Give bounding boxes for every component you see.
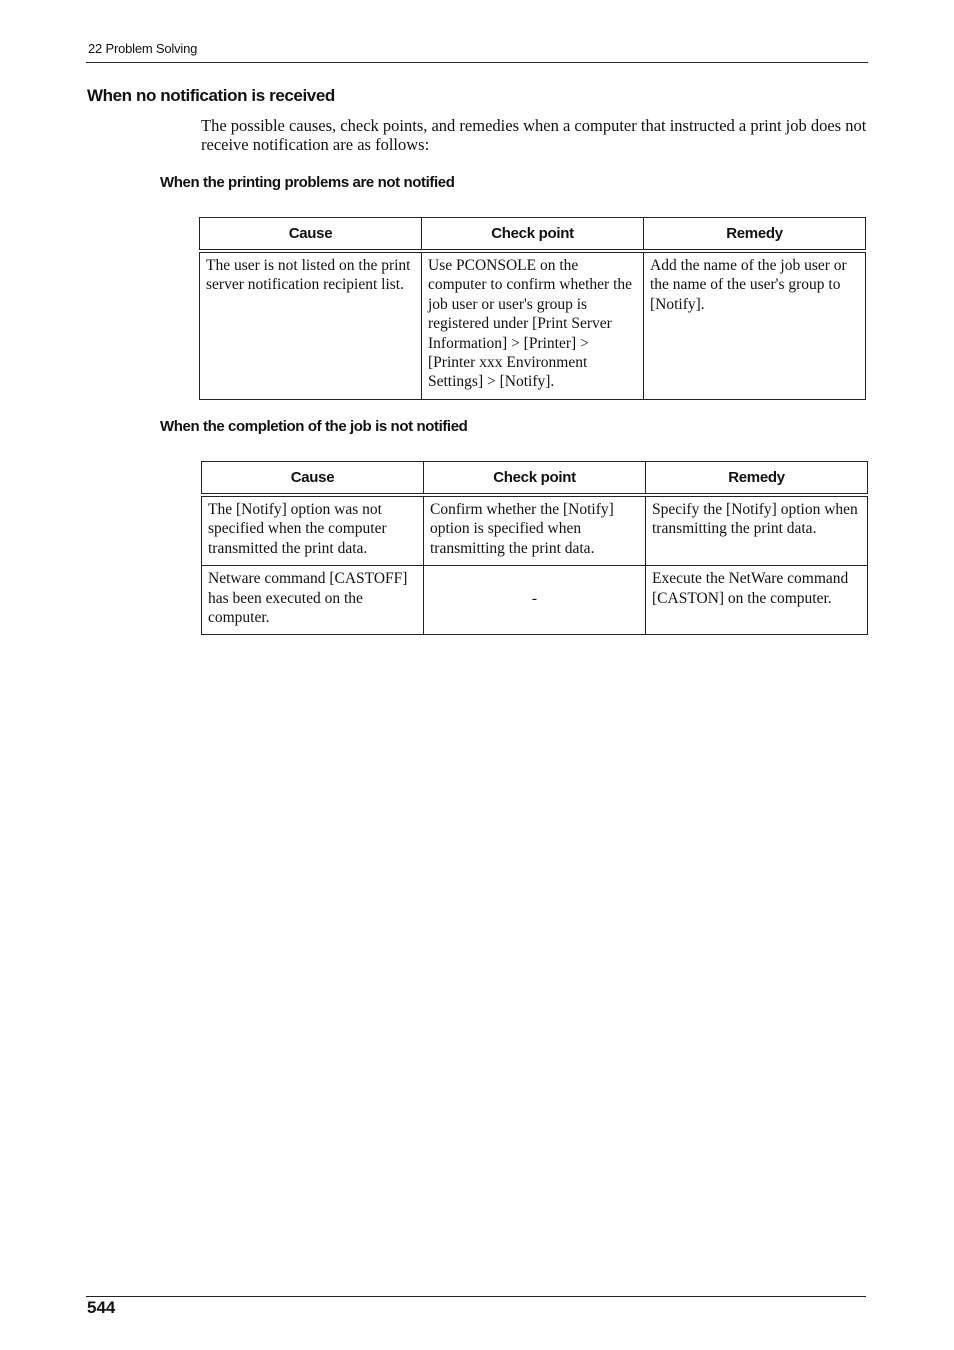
cell-check-point: Use PCONSOLE on the computer to confirm whether the job user or user's group is registered under [Print Server Information] > [Printer] > [Printer xxx Environment Settings] > [Notify]. [422, 251, 644, 399]
column-header-check-point: Check point [422, 218, 644, 252]
column-header-cause: Cause [200, 218, 422, 252]
cell-remedy: Specify the [Notify] option when transmitting the print data. [646, 495, 868, 566]
subheading-job-completion: When the completion of the job is not notified [160, 418, 468, 435]
cell-check-point: Confirm whether the [Notify] option is specified when transmitting the print data. [424, 495, 646, 566]
table-header-row [202, 462, 868, 496]
header-rule [86, 62, 868, 63]
footer-rule [86, 1296, 866, 1297]
column-header-check-point: Check point [424, 462, 646, 496]
subheading-printing-problems: When the printing problems are not notified [160, 174, 455, 191]
table-row [200, 251, 866, 399]
page-number: 544 [87, 1298, 116, 1317]
cell-cause: Netware command [CASTOFF] has been executed on the computer. [202, 566, 424, 635]
table-row [202, 566, 868, 635]
table-job-completion [201, 461, 868, 635]
cell-remedy: Execute the NetWare command [CASTON] on the computer. [646, 566, 868, 635]
cell-remedy: Add the name of the job user or the name of the user's group to [Notify]. [644, 251, 866, 399]
column-header-remedy: Remedy [646, 462, 868, 496]
intro-paragraph: The possible causes, check points, and remedies when a computer that instructed a print job does not receive notification are as follows: [201, 116, 867, 154]
running-header: 22 Problem Solving [88, 41, 198, 56]
table-printing-problems [199, 217, 866, 400]
cell-check-point: - [424, 566, 646, 635]
column-header-remedy: Remedy [644, 218, 866, 252]
column-header-cause: Cause [202, 462, 424, 496]
table-header-row [200, 218, 866, 252]
table-row [202, 495, 868, 566]
cell-cause: The [Notify] option was not specified when the computer transmitted the print data. [202, 495, 424, 566]
cell-cause: The user is not listed on the print server notification recipient list. [200, 251, 422, 399]
section-heading: When no notification is received [87, 86, 335, 105]
